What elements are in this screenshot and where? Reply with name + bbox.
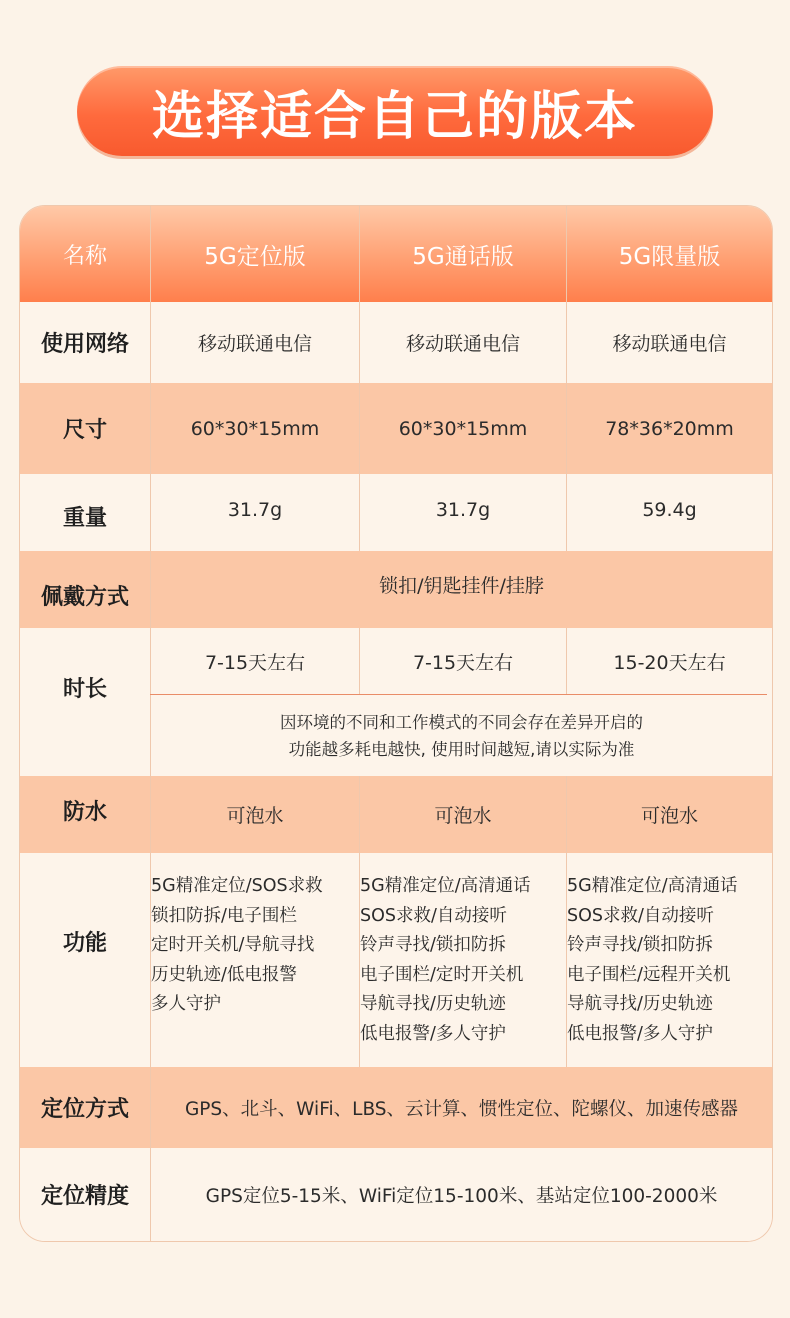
features-cell — [359, 853, 566, 1067]
feature-line: 低电报警/多人守护 — [360, 1023, 506, 1044]
page-title: 选择适合自己的版本 — [151, 86, 638, 147]
feature-line: 多人守护 — [151, 994, 221, 1014]
note-line: 功能越多耗电越快, 使用时间越短,请以实际为准 — [288, 739, 635, 759]
row-label: 重量 — [62, 506, 107, 531]
feature-line: 电子围栏/定时开关机 — [360, 964, 524, 985]
feature-line: 5G精准定位/高清通话 — [360, 876, 531, 896]
note-line: 因环境的不同和工作模式的不同会存在差异开启的 — [280, 712, 643, 732]
table-cell: 7-15天左右 — [359, 628, 566, 694]
feature-line: SOS求救/自动接听 — [360, 905, 507, 926]
feature-line: 5G精准定位/SOS求救 — [151, 876, 323, 896]
table-cell: 60*30*15mm — [150, 383, 359, 474]
row-label: 定位方式 — [40, 1097, 129, 1122]
row-network — [20, 302, 772, 383]
row-wear — [20, 551, 772, 628]
feature-line: 历史轨迹/低电报警 — [151, 964, 297, 985]
feature-line: 铃声寻找/锁扣防拆 — [567, 935, 713, 955]
row-weight — [20, 474, 772, 551]
feature-line: 铃声寻找/锁扣防拆 — [360, 935, 506, 955]
table-cell: 移动联通电信 — [150, 302, 359, 383]
title-banner — [77, 66, 713, 156]
feature-line: 低电报警/多人守护 — [567, 1023, 713, 1044]
row-waterproof — [20, 776, 772, 853]
feature-line: SOS求救/自动接听 — [567, 905, 714, 926]
row-positioning — [20, 1067, 772, 1148]
feature-line: 定时开关机/导航寻找 — [151, 935, 315, 955]
row-label: 功能 — [62, 930, 107, 956]
duration-note — [150, 695, 772, 776]
row-accuracy — [20, 1148, 772, 1241]
table-cell: GPS定位5-15米、WiFi定位15-100米、基站定位100-2000米 — [150, 1148, 772, 1241]
table-cell: 78*36*20mm — [566, 383, 772, 474]
header-version-call: 5G通话版 — [359, 206, 566, 302]
row-label: 时长 — [62, 676, 107, 702]
row-label: 使用网络 — [40, 332, 129, 357]
table-cell: 60*30*15mm — [359, 383, 566, 474]
table-header-row — [20, 206, 772, 302]
row-label: 防水 — [62, 800, 107, 825]
comparison-table — [19, 205, 773, 1242]
table-cell: 59.4g — [566, 474, 772, 551]
row-features — [20, 853, 772, 1067]
feature-line: 导航寻找/历史轨迹 — [567, 994, 713, 1014]
features-cell — [150, 853, 359, 1067]
table-cell: 移动联通电信 — [566, 302, 772, 383]
features-cell — [566, 853, 772, 1067]
row-size — [20, 383, 772, 474]
row-label: 定位精度 — [40, 1184, 129, 1209]
feature-line: 电子围栏/远程开关机 — [567, 964, 731, 985]
row-duration — [20, 628, 772, 776]
table-cell: 可泡水 — [150, 776, 359, 853]
table-cell: GPS、北斗、WiFi、LBS、云计算、惯性定位、陀螺仪、加速传感器 — [150, 1067, 772, 1148]
table-cell: 可泡水 — [359, 776, 566, 853]
table-cell: 可泡水 — [566, 776, 772, 853]
row-label: 尺寸 — [62, 418, 107, 443]
table-cell: 移动联通电信 — [359, 302, 566, 383]
row-label: 佩戴方式 — [40, 585, 129, 610]
header-version-limited: 5G限量版 — [566, 206, 772, 302]
table-cell: 7-15天左右 — [150, 628, 359, 694]
table-cell: 锁扣/钥匙挂件/挂脖 — [150, 551, 772, 628]
feature-line: 5G精准定位/高清通话 — [567, 876, 738, 896]
feature-line: 锁扣防拆/电子围栏 — [151, 905, 297, 926]
header-version-location: 5G定位版 — [150, 206, 359, 302]
header-name-cell: 名称 — [62, 243, 107, 269]
table-cell: 15-20天左右 — [566, 628, 772, 694]
table-cell: 31.7g — [359, 474, 566, 551]
feature-line: 导航寻找/历史轨迹 — [360, 994, 506, 1014]
table-cell: 31.7g — [150, 474, 359, 551]
